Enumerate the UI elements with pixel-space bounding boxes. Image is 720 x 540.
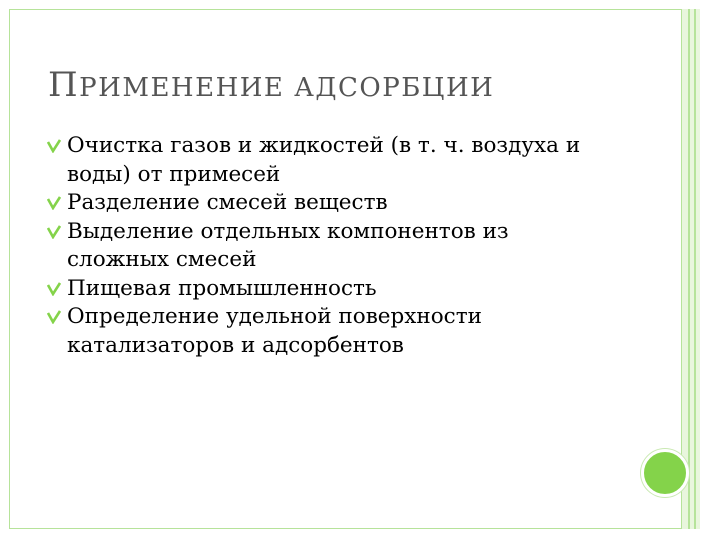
list-item bbox=[46, 303, 606, 360]
list-item-text: Выделение отдельных компонентов из сложных смесей bbox=[67, 218, 509, 272]
check-bullet-icon bbox=[47, 196, 61, 210]
right-stripe-line bbox=[688, 9, 690, 529]
list-item bbox=[46, 218, 606, 275]
list-item-text: Очистка газов и жидкостей (в т. ч. воздуха и воды) от примесей bbox=[67, 133, 581, 187]
green-circle-icon bbox=[641, 449, 689, 497]
bullet-list bbox=[46, 132, 606, 360]
list-item-text: Разделение смесей веществ bbox=[67, 190, 388, 215]
slide-title bbox=[48, 65, 494, 105]
title-capital: П bbox=[48, 65, 80, 105]
right-stripe-line bbox=[694, 9, 696, 529]
list-item bbox=[46, 132, 606, 189]
list-item bbox=[46, 189, 606, 218]
check-bullet-icon bbox=[47, 310, 61, 324]
check-bullet-icon bbox=[47, 282, 61, 296]
list-item-text: Пищевая промышленность bbox=[67, 275, 377, 301]
list-item-text: Определение удельной поверхности катализаторов и адсорбентов bbox=[67, 304, 482, 358]
check-bullet-icon bbox=[47, 225, 61, 239]
check-bullet-icon bbox=[47, 139, 61, 153]
list-item bbox=[46, 275, 606, 304]
title-rest: РИМЕНЕНИЕ АДСОРБЦИИ bbox=[79, 73, 495, 103]
right-decorative-band bbox=[682, 9, 700, 529]
